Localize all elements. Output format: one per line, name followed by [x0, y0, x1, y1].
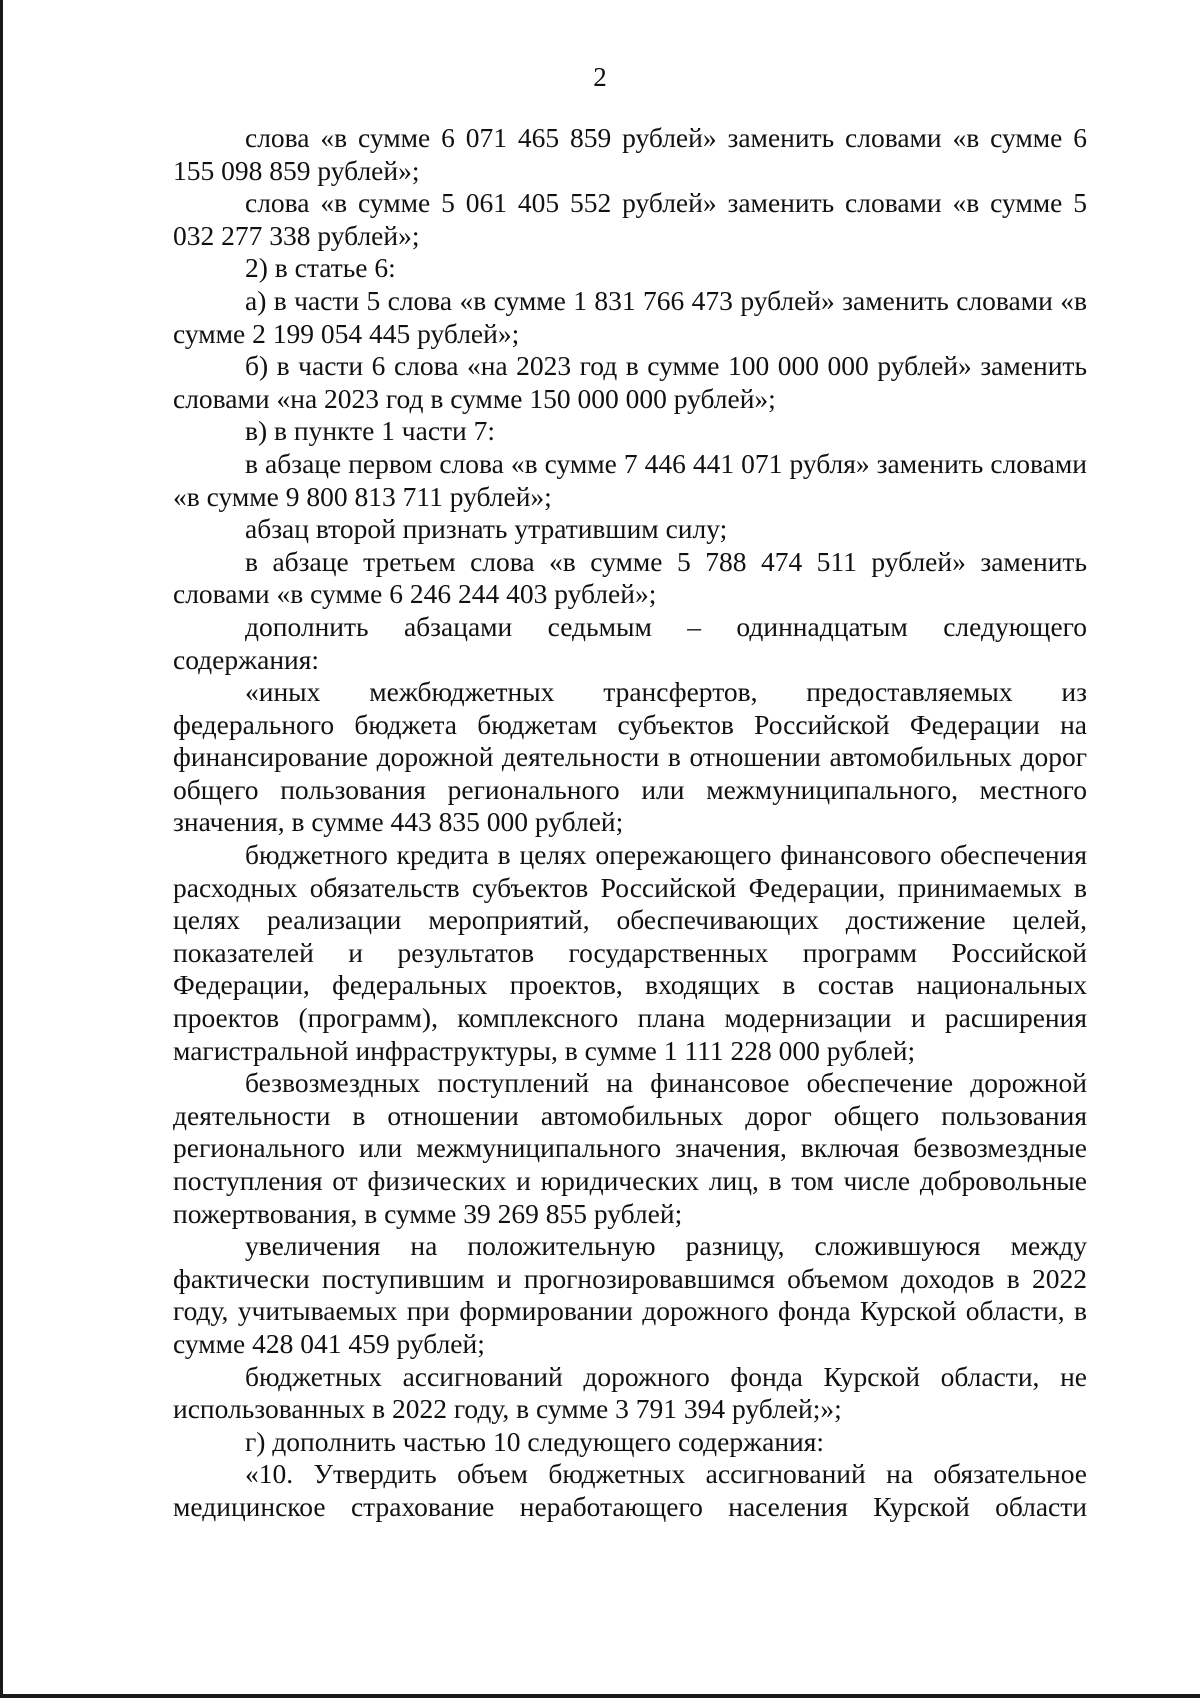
page-number: 2 — [593, 62, 607, 92]
paragraph: слова «в сумме 5 061 405 552 рублей» заменить словами «в сумме 5 032 277 338 рублей»; — [173, 187, 1087, 251]
paragraph: в) в пункте 1 части 7: — [245, 415, 496, 447]
paragraph: абзац второй признать утратившим силу; — [245, 513, 728, 545]
paragraph: дополнить абзацами седьмым – одиннадцатым следующего содержания: — [173, 610, 1087, 675]
paragraph: бюджетного кредита в целях опережающего финансового обеспечения расходных обязательств субъектов Российской Федерации, принимаемых в целях реализации мероприятий, обеспечивающих достижение целей, показателей и результатов государственных программ Российской Федерации, федеральных проектов, входящих в состав национальных проектов (программ), комплексного плана модернизации и расширения магистральной инфраструктуры, в сумме 1 111 228 000 рублей; — [173, 839, 1087, 1066]
paragraph: а) в части 5 слова «в сумме 1 831 766 473 рублей» заменить словами «в сумме 2 199 054 445 рублей»; — [173, 284, 1087, 349]
paragraph: бюджетных ассигнований дорожного фонда Курской области, не использованных в 2022 году, в сумме 3 791 394 рублей;»; — [173, 1360, 1087, 1425]
paragraph: г) дополнить частью 10 следующего содержания: — [245, 1425, 825, 1457]
paragraph: увеличения на положительную разницу, сложившуюся между фактически поступившим и прогнозировавшимся объемом доходов в 2022 году, учитываемых при формировании дорожного фонда Курской области, в сумме 428 041 459 рублей; — [173, 1230, 1087, 1359]
scan-edge-bottom — [0, 1694, 1200, 1698]
document-body — [173, 122, 1087, 1524]
paragraph: слова «в сумме 6 071 465 859 рублей» заменить словами «в сумме 6 155 098 859 рублей»; — [173, 122, 1087, 186]
paragraph: в абзаце первом слова «в сумме 7 446 441 071 рубля» заменить словами «в сумме 9 800 813 711 рублей»; — [173, 447, 1087, 512]
scan-edge-left — [0, 0, 3, 1698]
paragraph: в абзаце третьем слова «в сумме 5 788 474 511 рублей» заменить словами «в сумме 6 246 244 403 рублей»; — [173, 545, 1087, 610]
paragraph: б) в части 6 слова «на 2023 год в сумме 100 000 000 рублей» заменить словами «на 2023 год в сумме 150 000 000 рублей»; — [173, 350, 1087, 414]
paragraph: безвозмездных поступлений на финансовое обеспечение дорожной деятельности в отношении автомобильных дорог общего пользования регионального или межмуниципального значения, включая безвозмездные поступления от физических и юридических лиц, в том числе добровольные пожертвования, в сумме 39 269 855 рублей; — [173, 1067, 1087, 1229]
paragraph: «иных межбюджетных трансфертов, предоставляемых из федерального бюджета бюджетам субъектов Российской Федерации на финансирование дорожной деятельности в отношении автомобильных дорог общего пользования регионального или межмуниципального, местного значения, в сумме 443 835 000 рублей; — [173, 676, 1087, 838]
paragraph: «10. Утвердить объем бюджетных ассигнований на обязательное медицинское страхование неработающего населения Курской области — [173, 1458, 1087, 1522]
paragraph: 2) в статье 6: — [245, 252, 396, 284]
